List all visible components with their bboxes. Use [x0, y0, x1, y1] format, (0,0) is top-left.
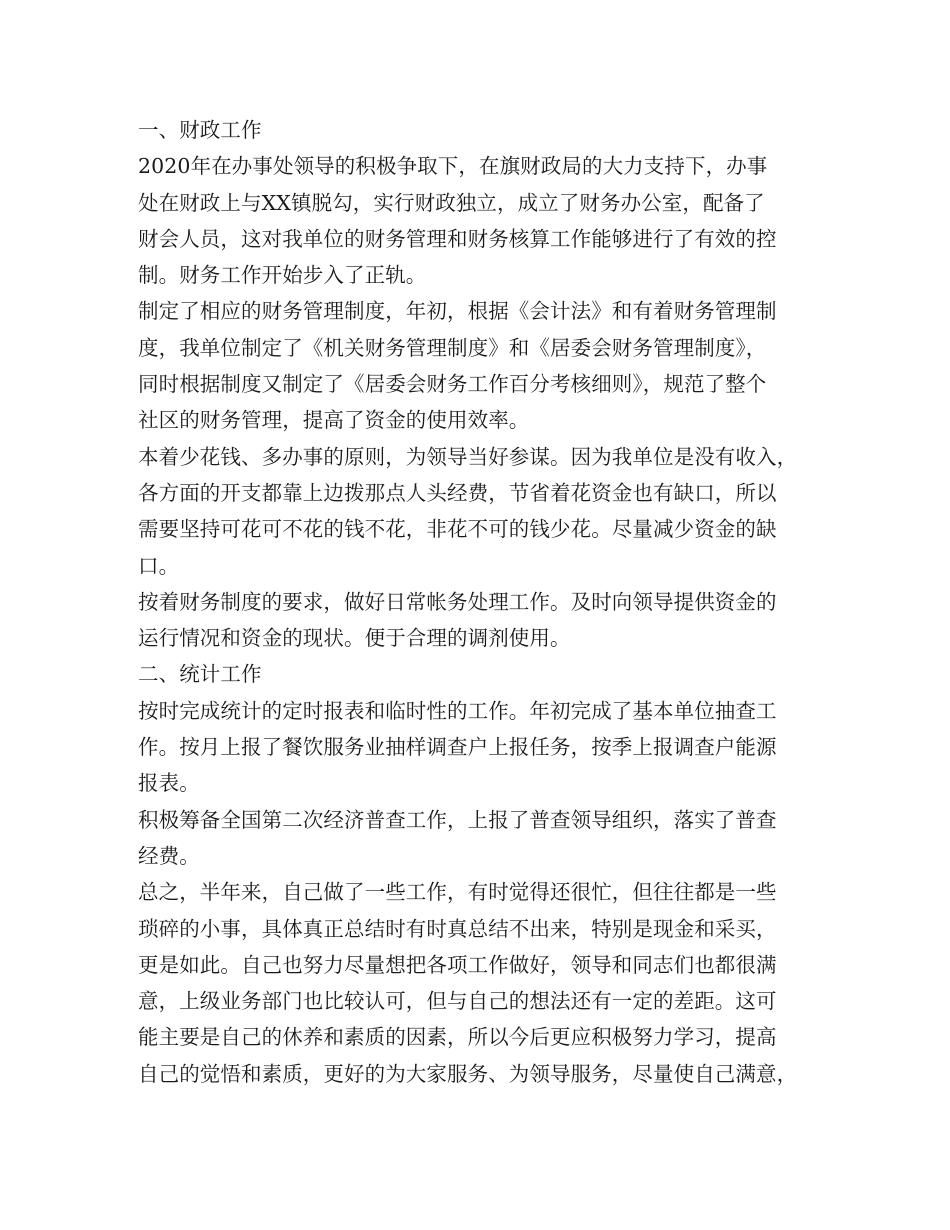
text-line: 度，我单位制定了《机关财务管理制度》和《居委会财务管理制度》，	[138, 335, 767, 360]
text-line: 本着少花钱、多办事的原则，为领导当好参谋。因为我单位是没有收入，	[138, 444, 798, 469]
text-line: 二、统计工作	[138, 662, 262, 687]
text-line: 总之，半年来，自己做了一些工作，有时觉得还很忙，但往往都是一些	[138, 880, 777, 905]
text-line: 同时根据制度又制定了《居委会财务工作百分考核细则》，规范了整个	[138, 372, 767, 397]
text-line: 各方面的开支都靠上边拨那点人头经费，节省着花资金也有缺口，所以	[138, 480, 777, 505]
text-line: 运行情况和资金的现状。便于合理的调剂使用。	[138, 626, 571, 651]
document-body	[138, 112, 828, 1092]
text-line: 2020年在办事处领导的积极争取下，在旗财政局的大力支持下，办事	[138, 154, 768, 179]
text-line: 作。按月上报了餐饮服务业抽样调查户上报任务，按季上报调查户能源	[138, 735, 777, 760]
text-line: 能主要是自己的休养和素质的因素，所以今后更应积极努力学习，提高	[138, 1025, 777, 1050]
text-line: 报表。	[138, 771, 200, 796]
text-line: 一、财政工作	[138, 118, 262, 142]
text-line: 口。	[138, 553, 180, 578]
text-line: 社区的财务管理，提高了资金的使用效率。	[138, 408, 530, 433]
text-line: 按着财务制度的要求，做好日常帐务处理工作。及时向领导提供资金的	[138, 589, 777, 614]
text-line: 按时完成统计的定时报表和临时性的工作。年初完成了基本单位抽查工	[138, 698, 777, 723]
text-line: 需要坚持可花可不花的钱不花，非花不可的钱少花。尽量减少资金的缺	[138, 517, 777, 542]
text-line: 处在财政上与XX镇脱勾，实行财政独立，成立了财务办公室，配备了	[138, 190, 765, 215]
text-line: 经费。	[138, 843, 200, 868]
text-line: 琐碎的小事，具体真正总结时有时真总结不出来，特别是现金和采买，	[138, 916, 777, 941]
text-line: 意，上级业务部门也比较认可，但与自己的想法还有一定的差距。这可	[138, 989, 777, 1014]
text-line: 制。财务工作开始步入了正轨。	[138, 263, 427, 288]
text-line: 积极筹备全国第二次经济普查工作，上报了普查领导组织，落实了普查	[138, 807, 777, 832]
text-line: 财会人员，这对我单位的财务管理和财务核算工作能够进行了有效的控	[138, 226, 777, 251]
text-line: 自己的觉悟和素质，更好的为大家服务、为领导服务，尽量使自己满意，	[138, 1061, 798, 1086]
text-line: 制定了相应的财务管理制度，年初，根据《会计法》和有着财务管理制	[138, 299, 777, 324]
text-line: 更是如此。自己也努力尽量想把各项工作做好，领导和同志们也都很满	[138, 952, 777, 977]
